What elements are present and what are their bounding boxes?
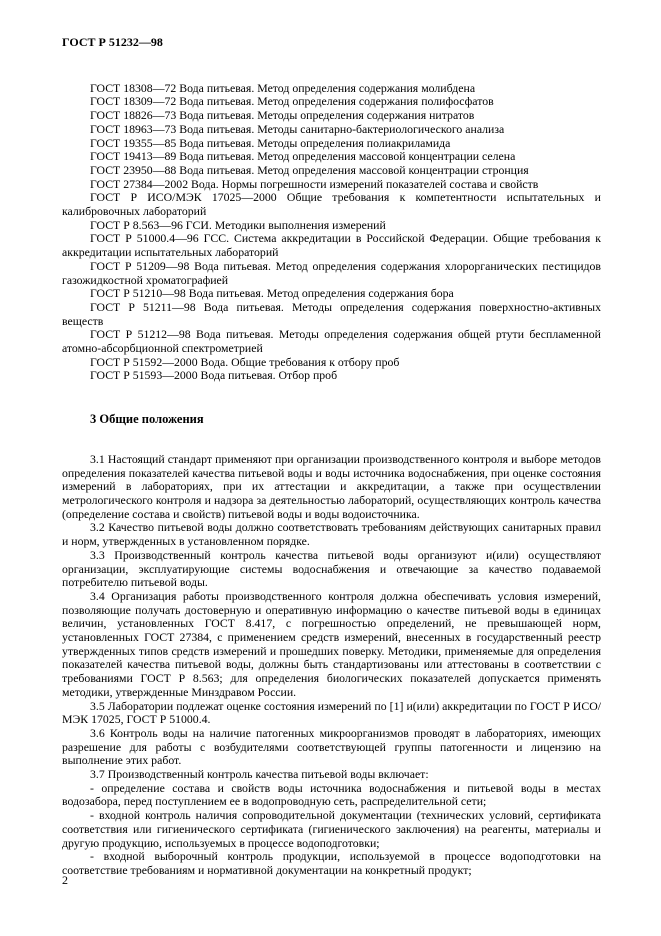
reference-item: ГОСТ Р 51212—98 Вода питьевая. Методы определения содержания общей ртути беспламенной атомно-абсорбционной спектрометрией xyxy=(62,327,601,356)
body-paragraph: 3.7 Производственный контроль качества питьевой воды включает: xyxy=(90,767,429,782)
reference-item: ГОСТ Р 51592—2000 Вода. Общие требования к отбору проб xyxy=(90,354,400,369)
list-item: - определение состава и свойств воды источника водоснабжения и питьевой воды в местах водозабора, перед поступлением ее в водопроводную сеть, распределительной сети; xyxy=(62,780,601,809)
body-paragraph: 3.2 Качество питьевой воды должно соответствовать требованиям действующих санитарных правил и норм, утвержденных в установленном порядке. xyxy=(62,520,601,549)
reference-item: ГОСТ 23950—88 Вода питьевая. Метод определения массовой концентрации стронция xyxy=(90,162,529,177)
reference-item: ГОСТ Р 51210—98 Вода питьевая. Метод определения содержания бора xyxy=(90,286,454,301)
document-content xyxy=(62,82,601,878)
reference-item: ГОСТ 27384—2002 Вода. Нормы погрешности измерений показателей состава и свойств xyxy=(90,176,539,191)
section-heading: 3 Общие положения xyxy=(90,412,204,427)
reference-item: ГОСТ Р 51593—2000 Вода питьевая. Отбор проб xyxy=(90,368,338,383)
reference-item: ГОСТ Р 51000.4—96 ГСС. Система аккредитации в Российской Федерации. Общие требования к аккредитации испытательных лабораторий xyxy=(62,231,601,260)
reference-item: ГОСТ Р 51209—98 Вода питьевая. Метод определения содержания хлорорганических пестицидов газожидкостной хроматографией xyxy=(62,258,601,287)
reference-item: ГОСТ Р 8.563—96 ГСИ. Методики выполнения измерений xyxy=(90,217,386,232)
reference-item: ГОСТ 18308—72 Вода питьевая. Метод определения содержания молибдена xyxy=(90,80,476,95)
reference-item: ГОСТ 18309—72 Вода питьевая. Метод определения содержания полифосфатов xyxy=(90,94,494,109)
reference-item: ГОСТ Р 51211—98 Вода питьевая. Методы определения содержания поверхностно-активных веществ xyxy=(62,299,601,328)
reference-item: ГОСТ 18826—73 Вода питьевая. Методы определения содержания нитратов xyxy=(90,108,475,123)
body-paragraph: 3.1 Настоящий стандарт применяют при организации производственного контроля и выборе методов определения показателей качества питьевой воды и воды источника водоснабжения, при оценке состояния измерений в лабораториях, при их аттестации и аккредитации, а также при осуществлении метрологического контроля и надзора за деятельностью лабораторий, осуществляющих контроль качества (определение состава и свойств) питьевой воды и воды водоисточника. xyxy=(62,451,601,521)
document-header: ГОСТ Р 51232—98 xyxy=(62,35,163,49)
page-number: 2 xyxy=(62,873,68,888)
body-paragraph: 3.5 Лаборатории подлежат оценке состояния измерений по [1] и(или) аккредитации по ГОСТ Р ИСО/МЭК 17025, ГОСТ Р 51000.4. xyxy=(62,698,601,727)
list-item: - входной контроль наличия сопроводительной документации (технических условий, сертификата соответствия или гигиенического сертификата (гигиенического заключения) на реагенты, материалы и другую продукцию, используемых в процессе водоподготовки; xyxy=(62,808,601,850)
body-paragraph: 3.3 Производственный контроль качества питьевой воды организуют и(или) осуществляют организации, эксплуатирующие системы водоснабжения и отвечающие за качество подаваемой потребителю питьевой воды. xyxy=(62,547,601,590)
list-item: - входной выборочный контроль продукции, используемой в процессе водоподготовки на соответствие требованиям и нормативной документации на конкретный продукт; xyxy=(62,849,601,877)
reference-item: ГОСТ 19355—85 Вода питьевая. Методы определения полиакриламида xyxy=(90,135,451,150)
body-paragraph: 3.6 Контроль воды на наличие патогенных микроорганизмов проводят в лабораториях, имеющих разрешение для работы с возбудителями соответствующей группы патогенности и лицензию на выполнение этих работ. xyxy=(62,725,601,768)
reference-item: ГОСТ 18963—73 Вода питьевая. Методы санитарно-бактериологического анализа xyxy=(90,121,505,136)
reference-item: ГОСТ 19413—89 Вода питьевая. Метод определения массовой концентрации селена xyxy=(90,149,516,164)
reference-item: ГОСТ Р ИСО/МЭК 17025—2000 Общие требования к компетентности испытательных и калибровочных лабораторий xyxy=(62,190,601,219)
body-paragraph: 3.4 Организация работы производственного контроля должна обеспечивать условия измерений, позволяющие получать достоверную и оперативную информацию о качестве питьевой воды в единицах величин, установленных ГОСТ 8.417, с погрешностью определений, не превышающей норм, установленных ГОСТ 27384, с применением средств измерений, внесенных в государственный реестр утвержденных типов средств измерений и прошедших поверку. Методики, применяемые для определения показателей качества питьевой воды, должны быть стандартизованы или аттестованы в соответствии с требованиями ГОСТ Р 8.563; для определения биологических показателей допускается применять методики, утвержденные Минздравом России. xyxy=(62,588,601,699)
